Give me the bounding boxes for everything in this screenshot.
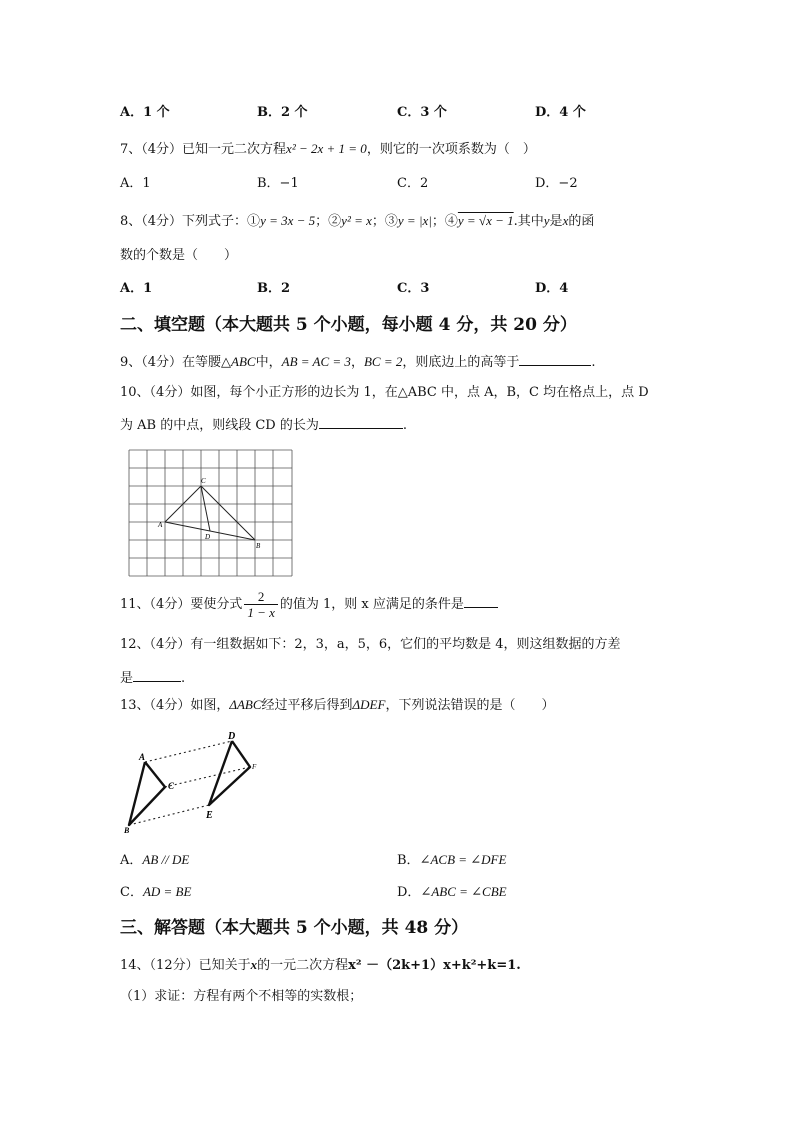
q8-mark-2: ；②: [315, 214, 342, 229]
q8-tail-1: .其中: [513, 214, 544, 229]
q12-end: .: [181, 671, 186, 686]
q13-option-c-text: AD = BE: [142, 884, 192, 899]
q6-option-b: B．2 个: [257, 105, 308, 120]
q13-option-d: [397, 882, 507, 903]
q13-option-b-label: B．: [397, 853, 420, 868]
label-a: A: [158, 521, 163, 529]
q8-question-line1: [120, 211, 594, 232]
label-f: F: [252, 763, 257, 771]
q12-answer-blank[interactable]: [133, 667, 181, 682]
q12-line2: [120, 667, 185, 689]
q7-option-a: A．1: [120, 176, 151, 191]
q14-part-1: 14、（12分）已知关于: [120, 958, 251, 973]
q7-option-b: B．−1: [257, 176, 299, 191]
q8-var-y: y: [543, 213, 550, 228]
q9-part-3: ，: [350, 355, 364, 370]
q9-part-2: 中，: [255, 355, 282, 370]
q8-formula-1: y = 3x − 5: [260, 213, 316, 228]
q13-triangle-abc: ΔABC: [229, 697, 262, 712]
q11-numerator: 2: [244, 589, 278, 605]
q6-option-c: C．3 个: [397, 105, 447, 120]
q13-option-a-text: AB // DE: [142, 852, 190, 867]
label-e: E: [206, 810, 213, 821]
q9-part-4: ，则底边上的高等于: [402, 355, 520, 370]
q7-option-d: D．−2: [535, 176, 578, 191]
q13-option-a: [120, 850, 189, 871]
q13-part-3: ，下列说法错误的是（ ）: [385, 698, 555, 713]
q13-option-d-label: D．: [397, 885, 421, 900]
segment-cd: [201, 486, 210, 531]
q13-question: [120, 695, 554, 716]
q8-option-a: A．1: [120, 281, 153, 296]
q9-triangle: △ABC: [221, 354, 256, 369]
q13-option-a-label: A．: [120, 853, 143, 868]
q13-option-d-text: ∠ABC = ∠CBE: [420, 884, 507, 899]
section-3-heading: 三、解答题（本大题共 5 个小题，共 48 分）: [120, 918, 469, 938]
q9-equation-1: AB = AC = 3: [281, 354, 351, 369]
q8-question-line2: 数的个数是（ ）: [120, 248, 238, 263]
q9-answer-blank[interactable]: [519, 351, 591, 366]
dashed-be: [129, 805, 209, 825]
q7-equation: x² − 2x + 1 = 0: [286, 141, 367, 156]
q11-fraction: [244, 589, 278, 620]
q8-option-c: C．3: [397, 281, 430, 296]
label-d: D: [228, 731, 236, 742]
grid-lines: [129, 450, 292, 576]
label-b: B: [124, 826, 130, 835]
q7-option-c: C．2: [397, 176, 429, 191]
label-b: B: [256, 542, 261, 550]
q14-question: [120, 955, 521, 976]
dashed-ad: [145, 741, 232, 762]
q8-var-x: x: [562, 213, 569, 228]
label-a: A: [139, 752, 146, 762]
q8-mark-1: ①: [247, 214, 261, 229]
q13-part-2: 经过平移后得到: [261, 698, 353, 713]
q9-question: [120, 351, 596, 373]
q11-denominator: 1 − x: [247, 605, 275, 620]
q8-formula-3: y = |x|: [397, 213, 432, 228]
q13-option-b: [397, 850, 506, 871]
segment-cb: [201, 486, 255, 540]
q9-end: .: [591, 355, 596, 370]
q8-formula-4: y = √x − 1: [457, 213, 514, 228]
q13-part-1: 13、（4分）如图，: [120, 698, 230, 713]
q8-formula-2: y² = x: [341, 213, 372, 228]
q8-option-d: D．4: [535, 281, 569, 296]
q11-question: [120, 589, 498, 620]
triangles: [129, 741, 250, 825]
q8-mark-3: ；③: [371, 214, 398, 229]
q11-answer-blank[interactable]: [464, 593, 498, 608]
q10-line2: [120, 414, 407, 436]
q13-option-b-text: ∠ACB = ∠DFE: [419, 852, 507, 867]
q7-question: [120, 139, 536, 160]
dashed-cf: [165, 767, 250, 787]
q13-option-c-label: C．: [120, 885, 143, 900]
q14-equation: x² －（2k+1）x+k²+k=1.: [348, 958, 521, 973]
q11-part-2: 的值为 1，则 x 应满足的条件是: [279, 597, 464, 612]
q8-mark-4: ；④: [431, 214, 458, 229]
q10-line1: 10、（4分）如图，每个小正方形的边长为 1，在△ABC 中，点 A，B，C 均在格点上，点 D: [120, 385, 649, 400]
q6-option-d: D．4 个: [535, 105, 586, 120]
q14-var-x: x: [250, 957, 258, 972]
q12-line2-text: 是: [120, 671, 134, 686]
triangle-abc-shape: [129, 762, 165, 825]
label-c: C: [201, 477, 206, 485]
q7-tail: ，则它的一次项系数为（ ）: [366, 142, 536, 157]
q9-part-1: 9、（4分）在等腰: [120, 355, 222, 370]
q8-tail-2: 是: [549, 214, 563, 229]
q10-end: .: [402, 418, 407, 433]
q12-line1: 12、（4分）有一组数据如下：2，3，a，5，6，它们的平均数是 4，则这组数据的方差: [120, 637, 621, 652]
q9-equation-2: BC = 2: [363, 354, 403, 369]
label-c: C: [168, 781, 175, 791]
q10-answer-blank[interactable]: [319, 414, 403, 429]
q10-line2-text: 为 AB 的中点，则线段 CD 的长为: [120, 418, 319, 433]
q11-part-1: 11、（4分）要使分式: [120, 597, 243, 612]
section-2-heading: 二、填空题（本大题共 5 个小题，每小题 4 分，共 20 分）: [120, 315, 577, 335]
q13-triangle-def: ΔDEF: [352, 697, 386, 712]
q10-grid-figure: [128, 449, 294, 579]
triangle-abc: [165, 486, 255, 540]
q14-part-2: 的一元二次方程: [257, 958, 349, 973]
triangle-def-shape: [209, 741, 250, 805]
q8-option-b: B．2: [257, 281, 291, 296]
q8-tail-3: 的函: [568, 214, 595, 229]
q13-translation-figure: [120, 727, 270, 837]
q8-stem: 8、（4分）下列式子：: [120, 214, 248, 229]
q6-option-a: A．1 个: [120, 105, 170, 120]
q7-stem: 7、（4分）已知一元二次方程: [120, 142, 287, 157]
label-d: D: [205, 533, 211, 541]
q14-subquestion-1: （1）求证：方程有两个不相等的实数根；: [120, 989, 363, 1004]
q13-option-c: [120, 882, 191, 903]
